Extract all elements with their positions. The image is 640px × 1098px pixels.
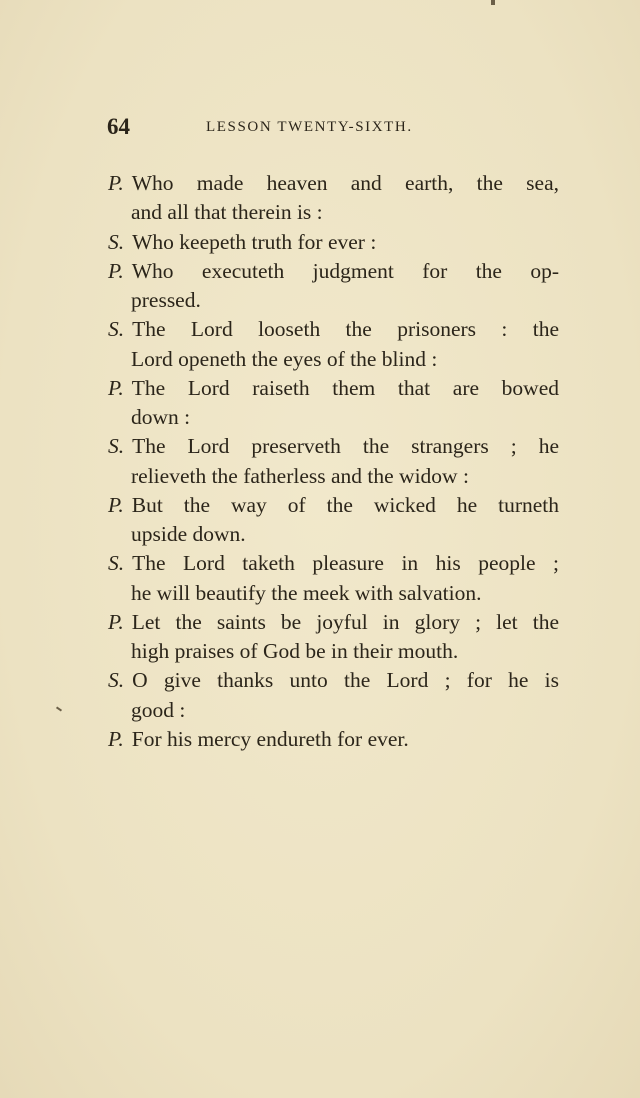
verse-text: he will beautify the meek with salvation. (131, 580, 482, 605)
verse-line (131, 637, 559, 666)
verse-text: high praises of God be in their mouth. (131, 639, 459, 663)
verse-text: The Lord taketh pleasure in his people ; (132, 551, 559, 576)
speaker-label: S. (108, 668, 125, 693)
verse-line (108, 608, 559, 637)
verse-text: good : (131, 697, 186, 722)
speaker-label: S. (108, 317, 125, 342)
verse-text: For his mercy endureth for ever. (131, 726, 409, 751)
verse-line (131, 345, 559, 374)
verse-text: down : (131, 405, 191, 429)
verse-line (131, 696, 559, 725)
speaker-label: P. (108, 609, 124, 634)
scan-speck (56, 706, 62, 711)
verse-text: O give thanks unto the Lord ; for he is (132, 668, 559, 693)
verse-text: upside down. (131, 522, 246, 546)
verse-line (108, 549, 559, 578)
verse-text: The Lord preserveth the strangers ; he (132, 434, 559, 459)
verse-line (108, 315, 559, 344)
speaker-label: S. (108, 229, 125, 254)
running-head: LESSON TWENTY-SIXTH. (206, 119, 413, 135)
speaker-label: P. (108, 726, 124, 751)
verse-text: The Lord looseth the prisoners : the (132, 317, 559, 342)
verse-line (108, 374, 559, 403)
verse-line (108, 491, 559, 520)
verse-line (131, 520, 559, 549)
verse-text: and all that therein is : (131, 200, 323, 225)
verse-line (131, 403, 559, 432)
verse-text: The Lord raiseth them that are bowed (131, 375, 559, 400)
verse-line (108, 169, 559, 198)
speaker-label: P. (108, 492, 124, 517)
verse-line (108, 725, 559, 754)
verse-text: But the way of the wicked he turneth (131, 492, 559, 517)
verse-line (108, 432, 559, 461)
speaker-label: P. (108, 375, 124, 400)
verse-line (131, 286, 559, 315)
scan-speck (491, 0, 495, 5)
verse-text: pressed. (131, 288, 201, 312)
verse-text: Who made heaven and earth, the sea, (131, 171, 559, 195)
speaker-label: P. (108, 171, 124, 195)
verse-line (108, 666, 559, 695)
verse-line (131, 579, 559, 608)
speaker-label: P. (108, 258, 124, 283)
page-number: 64 (107, 114, 130, 139)
verse-line (108, 228, 559, 257)
verse-text: Who keepeth truth for ever : (132, 229, 377, 254)
verse-line (131, 462, 559, 491)
verse-text: Lord openeth the eyes of the blind : (131, 346, 438, 371)
verse-line (108, 257, 559, 286)
verse-text: Let the saints be joyful in glory ; let the (131, 609, 559, 634)
verse-text: relieveth the fatherless and the widow : (131, 463, 469, 488)
speaker-label: S. (108, 551, 125, 576)
verse-text: Who executeth judgment for the op- (131, 258, 559, 283)
verse-line (131, 198, 559, 227)
speaker-label: S. (108, 434, 125, 459)
